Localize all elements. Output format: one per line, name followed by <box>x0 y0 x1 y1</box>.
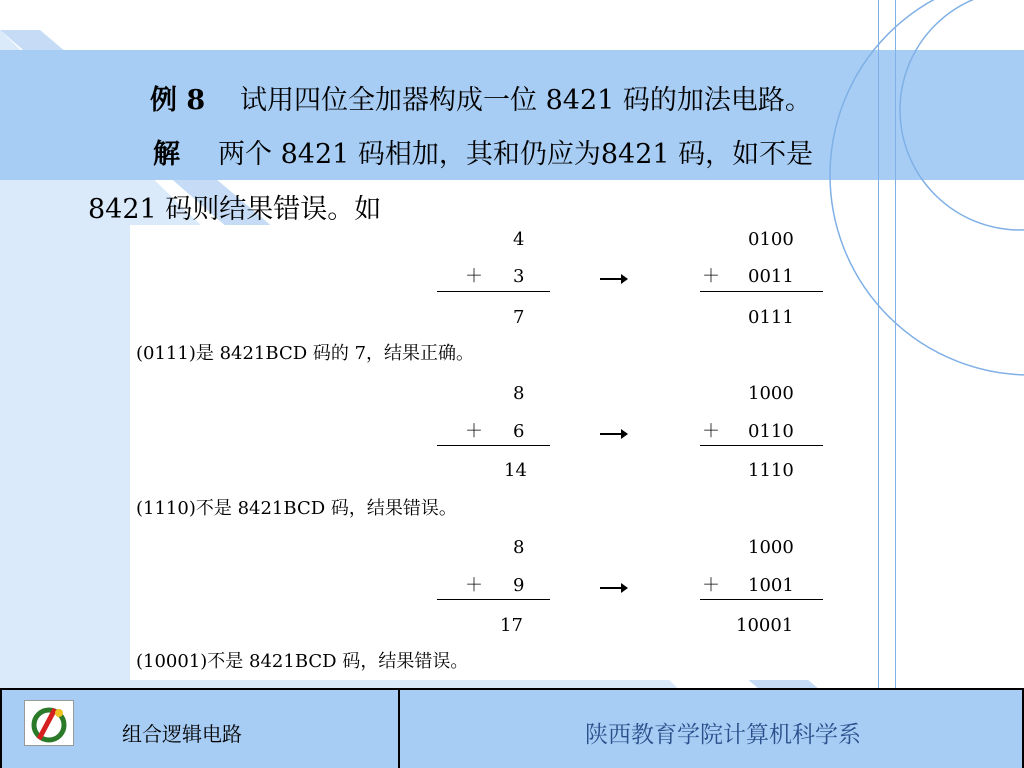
decimal-sum: 7 <box>513 307 525 328</box>
solution-label: 解 <box>153 139 180 170</box>
binary-addend: 0100 <box>748 229 794 250</box>
binary-sum: 1110 <box>748 460 794 481</box>
decimal-sum: 17 <box>500 615 523 636</box>
arrow-icon <box>600 587 626 589</box>
decimal-sum: 14 <box>504 460 527 481</box>
example-text: 试用四位全加器构成一位 8421 码的加法电路。 <box>240 85 812 116</box>
sum-line <box>700 291 823 292</box>
footer-bar <box>0 688 1024 768</box>
plus-sign: ＋ <box>465 421 483 442</box>
binary-addend: 1001 <box>748 575 794 596</box>
binary-addend: 1000 <box>748 537 794 558</box>
case-note: (0111)是 8421BCD 码的 7，结果正确。 <box>136 343 475 364</box>
sum-line <box>437 445 550 446</box>
plus-sign: ＋ <box>465 575 483 596</box>
plus-sign: ＋ <box>465 266 483 287</box>
decimal-addend: 4 <box>513 229 525 250</box>
binary-addend: 1000 <box>748 383 794 404</box>
continuation-text: 8421 码则结果错误。如 <box>88 194 382 225</box>
plus-sign: ＋ <box>702 575 720 596</box>
example-label: 例 8 <box>150 85 206 116</box>
binary-addend: 0110 <box>748 421 794 442</box>
sum-line <box>700 445 823 446</box>
bcd-addition-figure <box>130 225 828 680</box>
binary-addend: 0011 <box>748 266 794 287</box>
binary-sum: 10001 <box>736 615 794 636</box>
plus-sign: ＋ <box>702 266 720 287</box>
institution-logo-icon <box>24 700 74 746</box>
footer-left-cell <box>0 690 400 768</box>
decimal-addend: 8 <box>513 537 525 558</box>
solution-text: 两个 8421 码相加，其和仍应为8421 码，如不是 <box>218 139 814 170</box>
sum-line <box>437 599 550 600</box>
binary-sum: 0111 <box>748 307 794 328</box>
course-title: 组合逻辑电路 <box>122 722 242 746</box>
decimal-addend: 6 <box>513 421 525 442</box>
decimal-addend: 9 <box>513 575 525 596</box>
department-name: 陕西教育学院计算机科学系 <box>585 722 861 748</box>
sum-line <box>437 291 550 292</box>
decimal-addend: 3 <box>513 266 525 287</box>
sum-line <box>700 599 823 600</box>
plus-sign: ＋ <box>702 421 720 442</box>
decimal-addend: 8 <box>513 383 525 404</box>
case-note: (10001)不是 8421BCD 码，结果错误。 <box>136 651 469 672</box>
arrow-icon <box>600 278 626 280</box>
arrow-icon <box>600 433 626 435</box>
case-note: (1110)不是 8421BCD 码，结果错误。 <box>136 498 457 519</box>
